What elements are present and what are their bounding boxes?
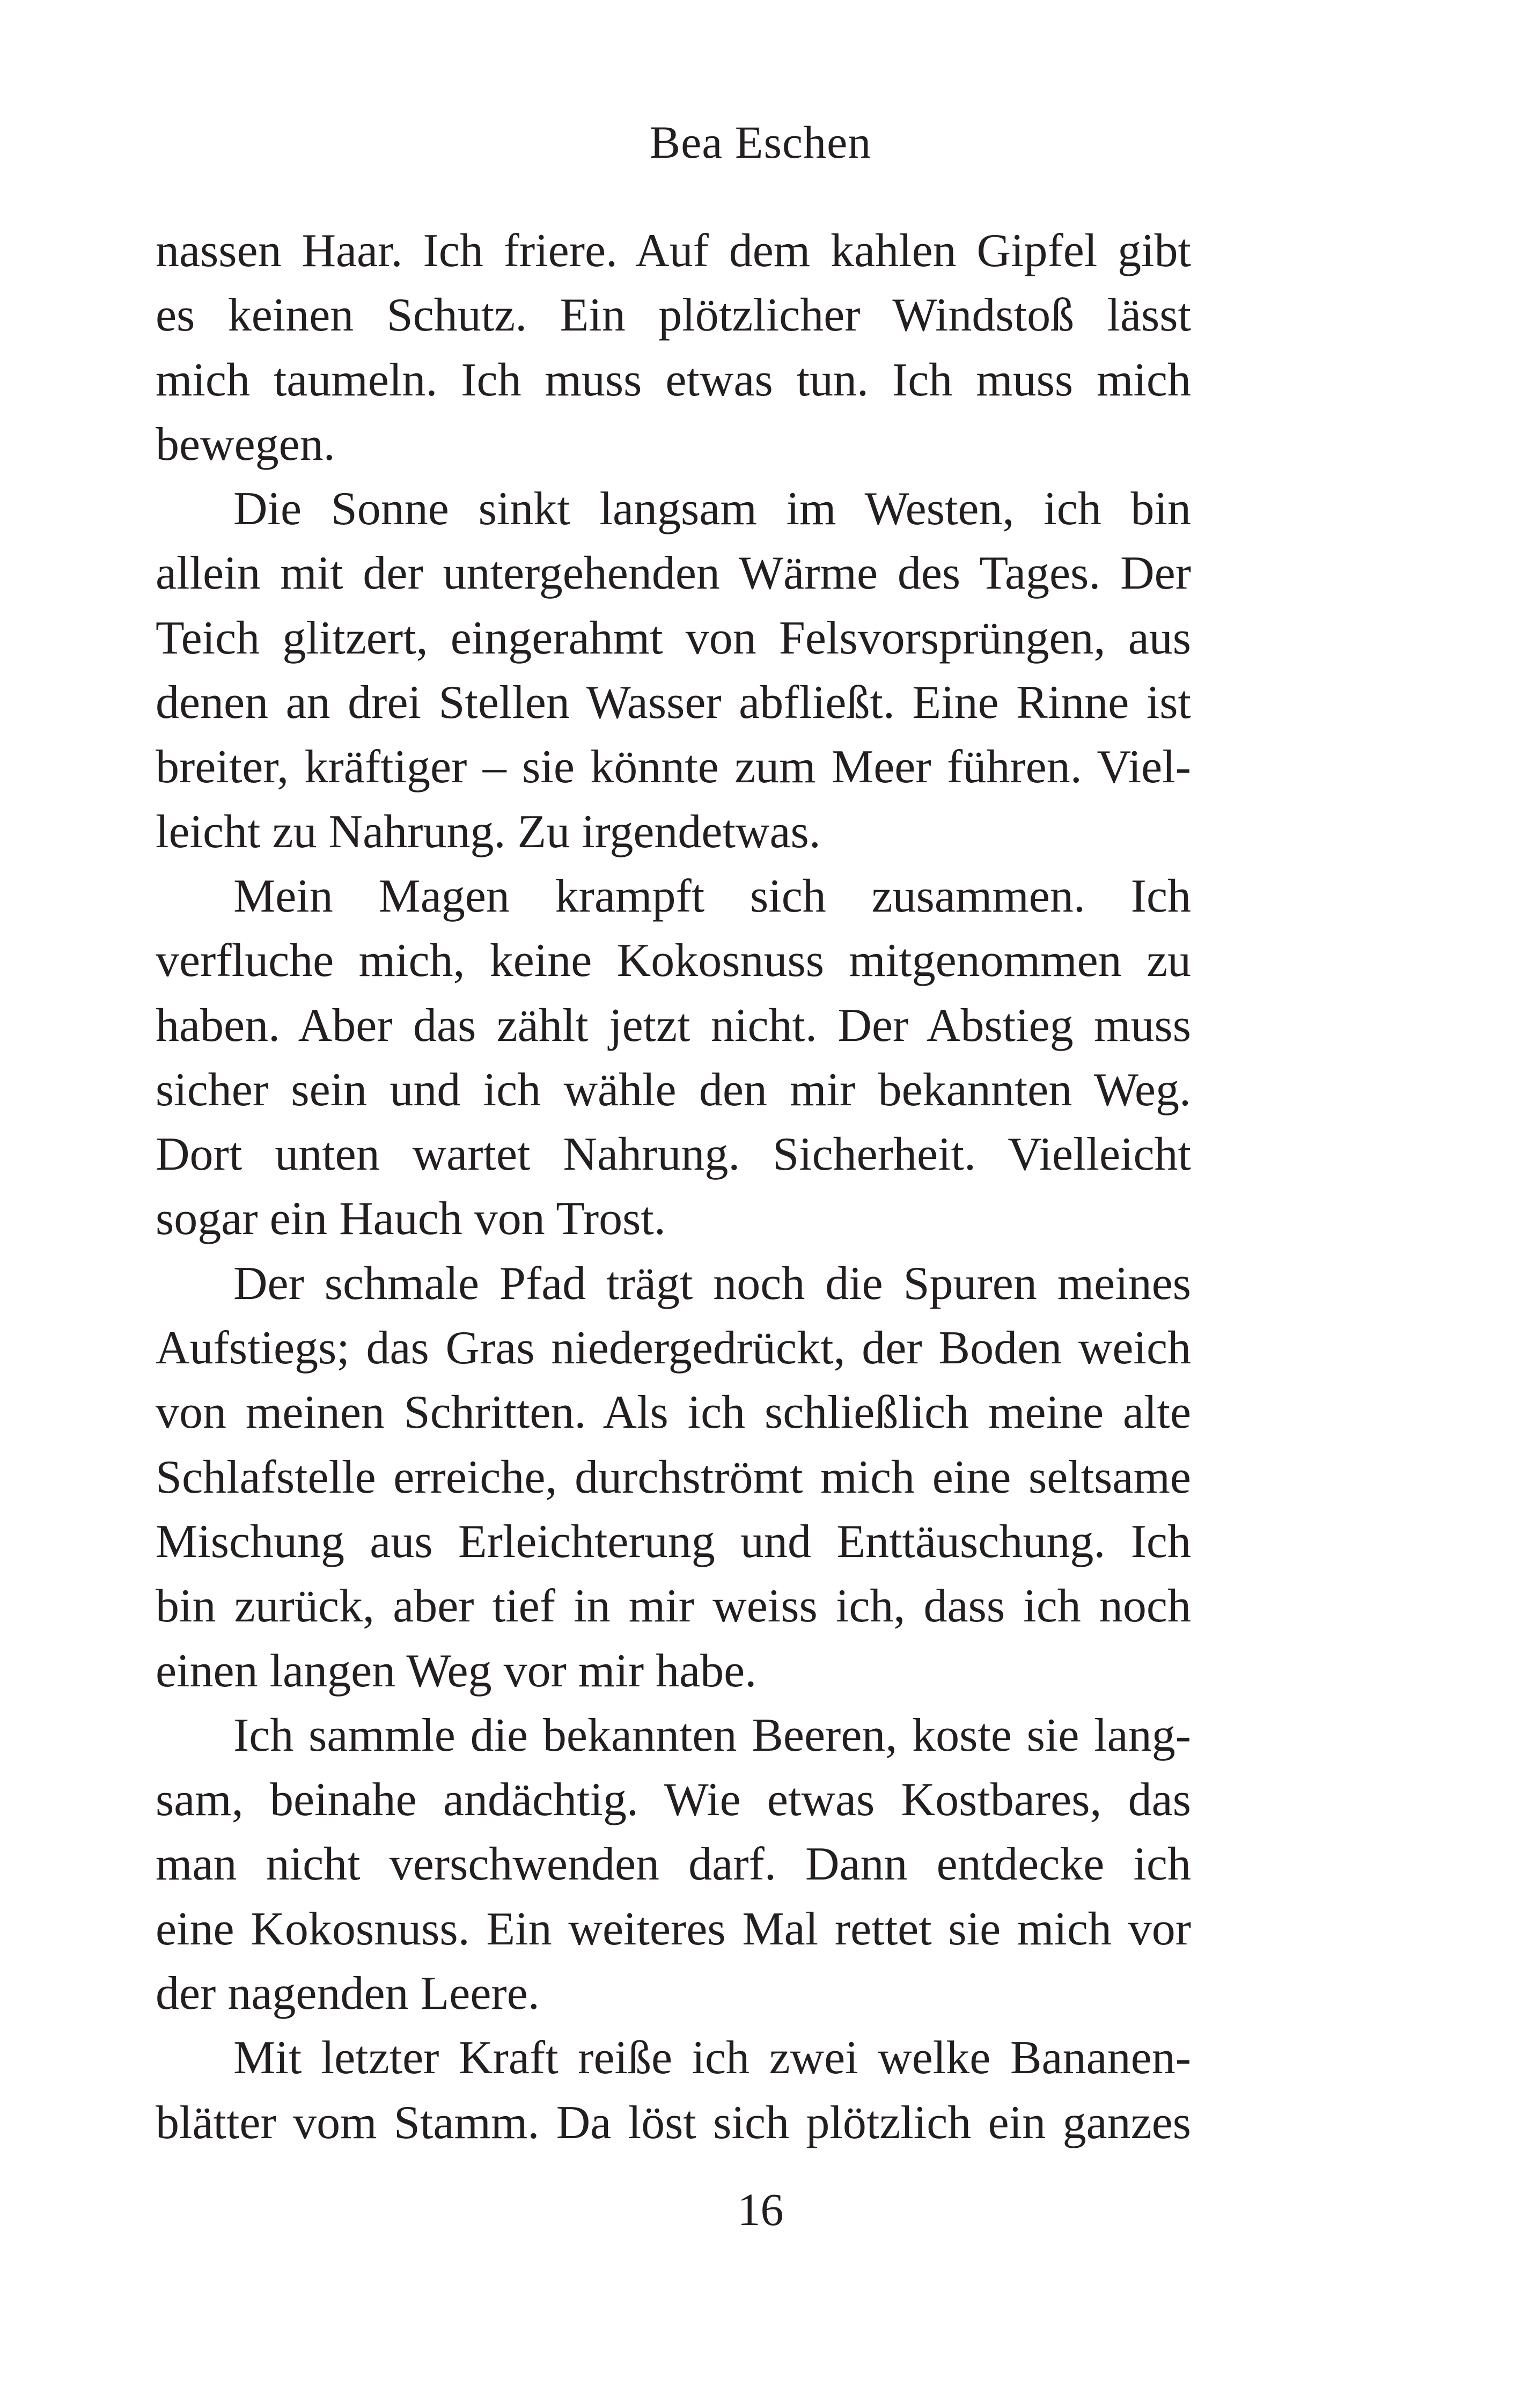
text-line: Der schmale Pfad trägt noch die Spuren meines — [233, 1257, 1191, 1310]
text-line: der nagenden Leere. — [156, 1967, 540, 2020]
text-line: man nicht verschwenden darf. Dann entdecke ich — [156, 1838, 1191, 1891]
text-line: Teich glitzert, eingerahmt von Felsvorsprüngen, aus — [156, 612, 1191, 664]
text-line: bewegen. — [156, 418, 335, 471]
text-line: von meinen Schritten. Als ich schließlich meine alte — [156, 1386, 1191, 1439]
text-line: denen an drei Stellen Wasser abfließt. Eine Rinne ist — [156, 677, 1191, 729]
text-line: Ich sammle die bekannten Beeren, koste sie lang- — [233, 1709, 1191, 1761]
text-line: einen langen Weg vor mir habe. — [156, 1645, 757, 1697]
text-line: haben. Aber das zählt jetzt nicht. Der Abstieg muss — [156, 999, 1191, 1052]
text-line: mich taumeln. Ich muss etwas tun. Ich muss mich — [156, 354, 1191, 406]
text-line: nassen Haar. Ich friere. Auf dem kahlen Gipfel gibt — [156, 225, 1191, 277]
text-line: Schlafstelle erreiche, durchströmt mich eine seltsame — [156, 1451, 1191, 1503]
body-text — [156, 219, 1191, 2155]
running-head-author: Bea Eschen — [649, 116, 872, 168]
text-line: blätter vom Stamm. Da löst sich plötzlich ein ganzes — [156, 2096, 1191, 2149]
text-line: Die Sonne sinkt langsam im Westen, ich bin — [233, 483, 1191, 535]
text-line: bin zurück, aber tief in mir weiss ich, dass ich noch — [156, 1580, 1191, 1633]
text-line: es keinen Schutz. Ein plötzlicher Windstoß lässt — [156, 289, 1191, 342]
text-line: verfluche mich, keine Kokosnuss mitgenommen zu — [156, 935, 1191, 987]
text-line: Aufstiegs; das Gras niedergedrückt, der Boden weich — [156, 1322, 1191, 1375]
text-line: sicher sein und ich wähle den mir bekannten Weg. — [156, 1063, 1191, 1116]
text-line: sam, beinahe andächtig. Wie etwas Kostbares, das — [156, 1774, 1191, 1826]
text-line: allein mit der untergehenden Wärme des Tages. Der — [156, 547, 1191, 600]
text-line: eine Kokosnuss. Ein weiteres Mal rettet sie mich vor — [156, 1903, 1191, 1955]
text-line: Dort unten wartet Nahrung. Sicherheit. Vielleicht — [156, 1128, 1191, 1181]
text-line: Mit letzter Kraft reiße ich zwei welke Bananen- — [233, 2032, 1191, 2084]
text-line: leicht zu Nahrung. Zu irgendetwas. — [156, 805, 821, 858]
text-line: breiter, kräftiger – sie könnte zum Meer führen. Viel- — [156, 741, 1191, 794]
text-line: sogar ein Hauch von Trost. — [156, 1193, 666, 1245]
text-line: Mischung aus Erleichterung und Enttäuschung. Ich — [156, 1515, 1191, 1568]
text-line: Mein Magen krampft sich zusammen. Ich — [233, 870, 1191, 922]
page-number: 16 — [737, 2184, 784, 2235]
